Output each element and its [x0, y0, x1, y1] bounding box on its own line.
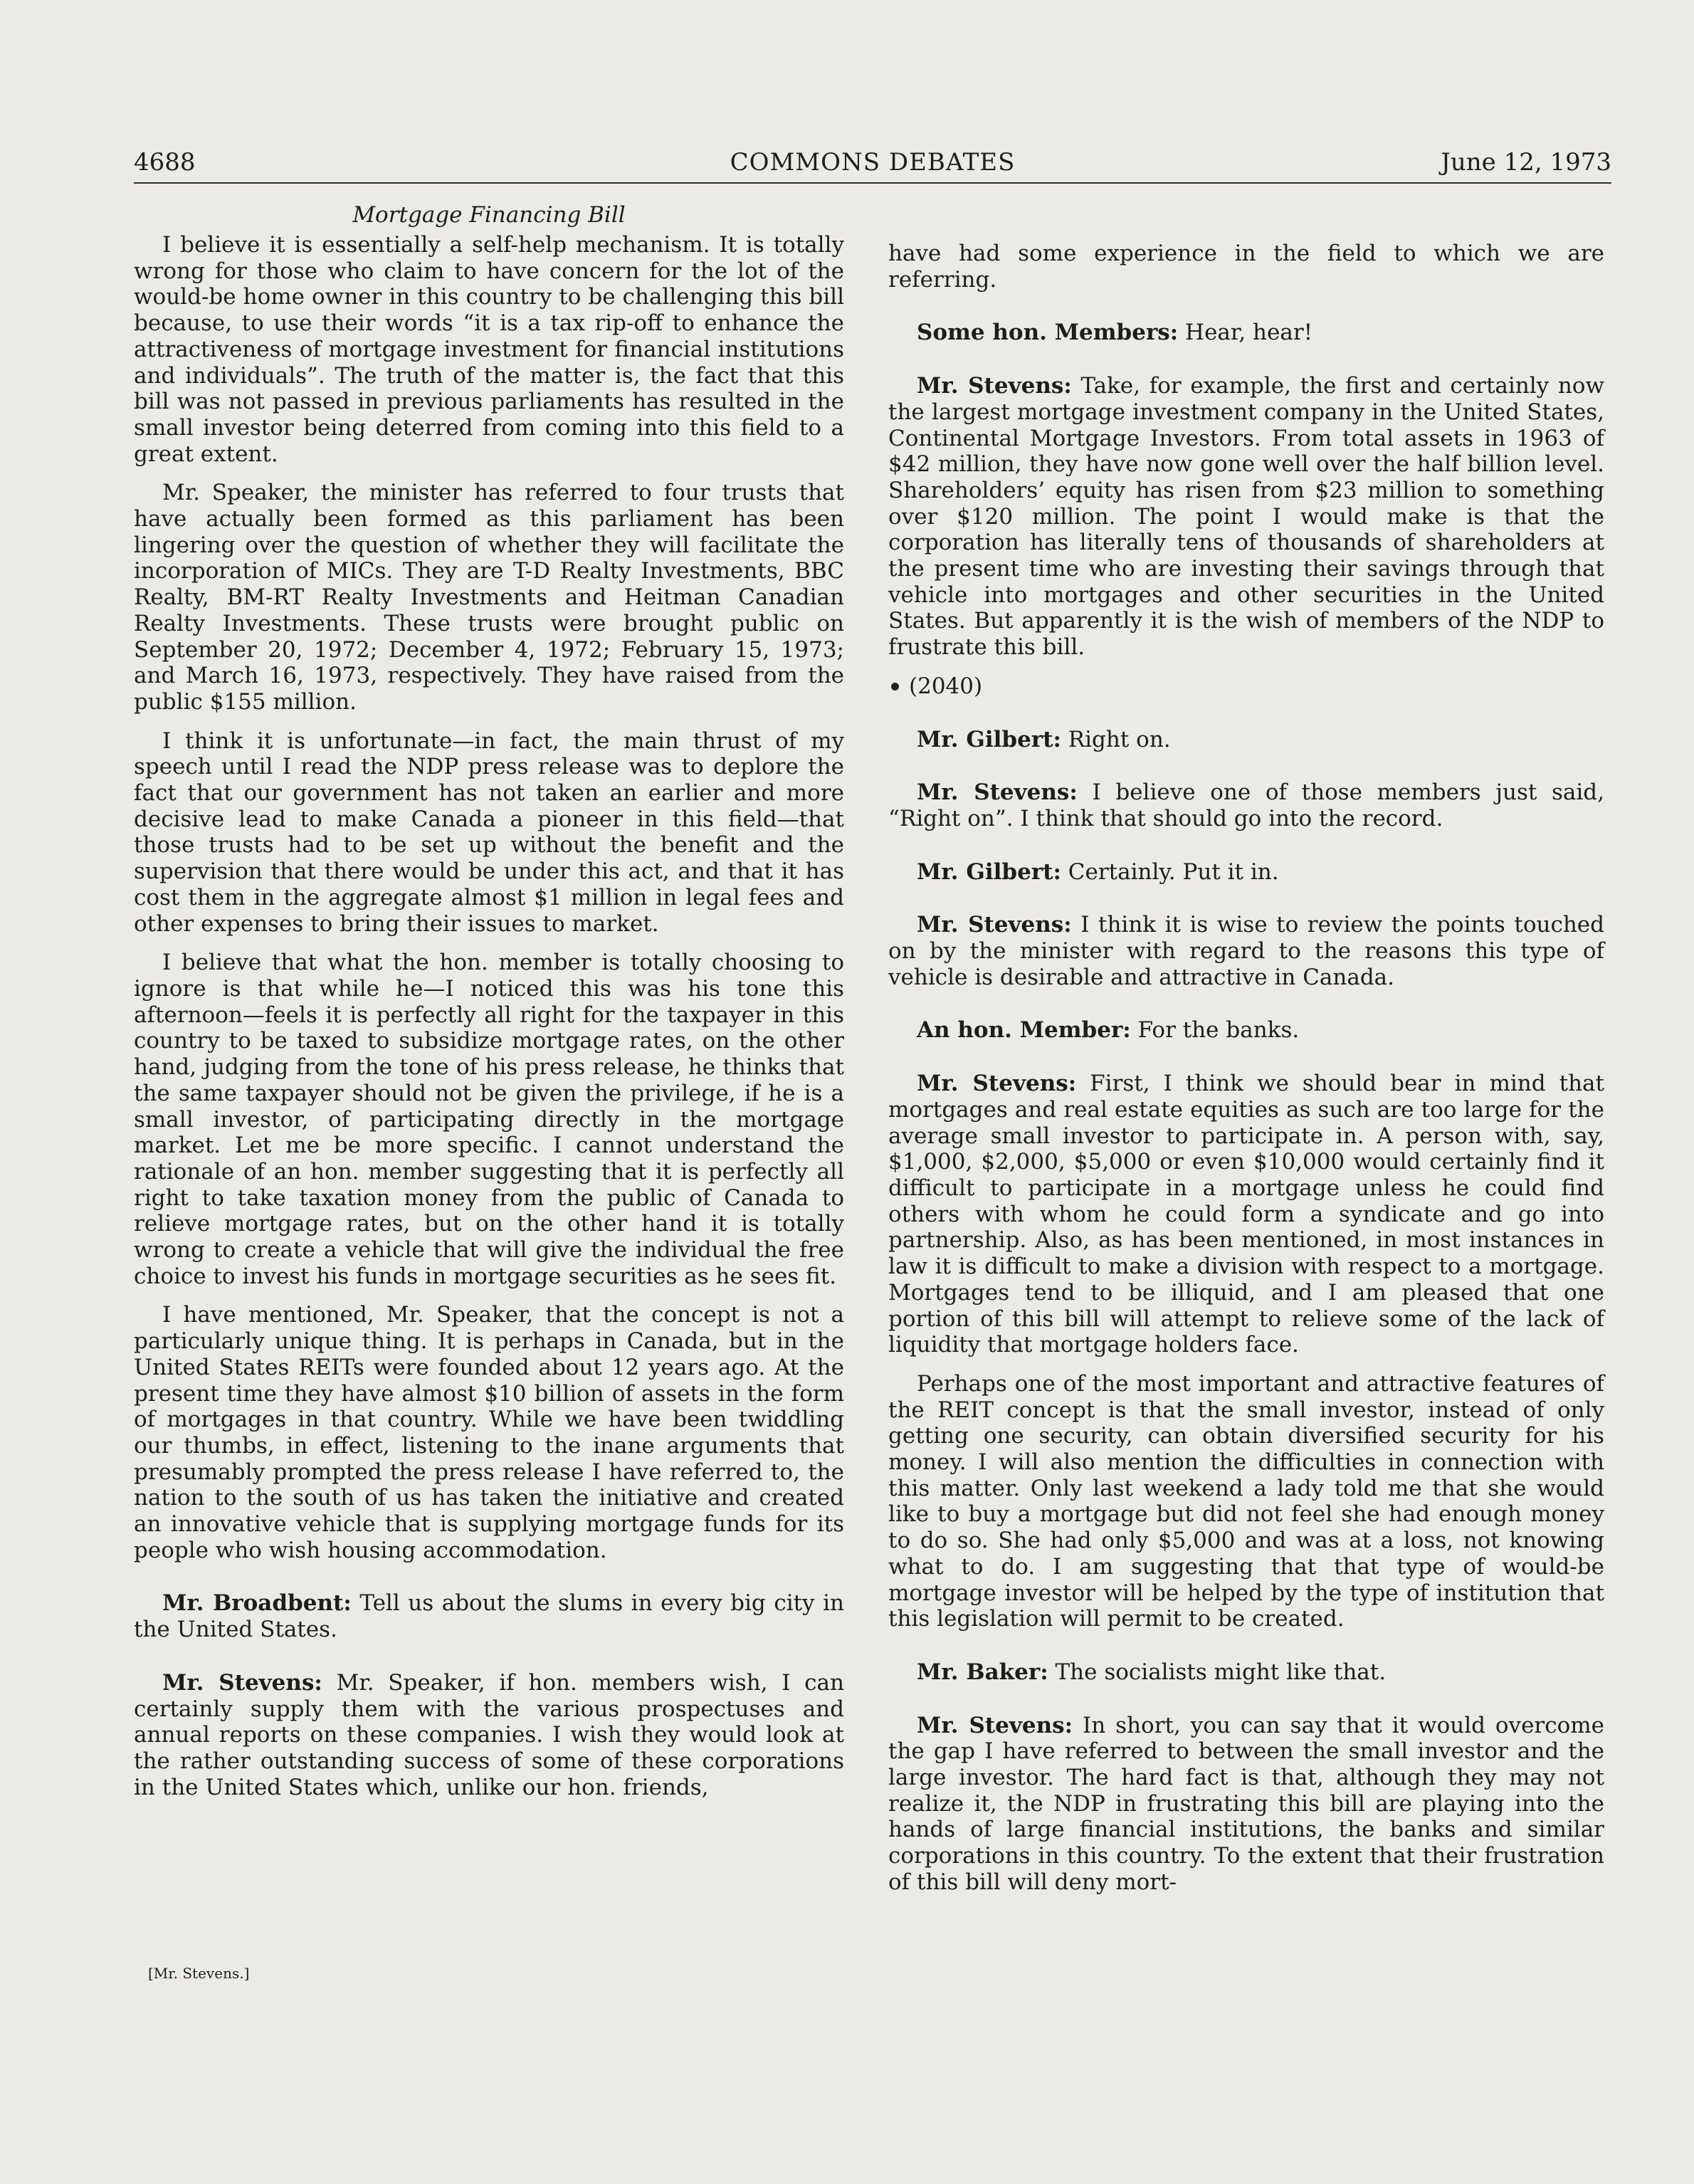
- speech-stevens: [888, 912, 1604, 990]
- speaker-name: An hon. Member:: [917, 1017, 1131, 1044]
- speech-text: I think it is wise to review the points touched on by the minister with regard to the reasons this type of vehicle is desirable and attractive in Canada.: [888, 912, 1604, 990]
- speaker-name: Mr. Broadbent:: [162, 1590, 352, 1617]
- publication-date: June 12, 1973: [1441, 148, 1611, 177]
- speaker-name: Mr. Baker:: [917, 1659, 1048, 1685]
- speaker-reference: [Mr. Stevens.]: [148, 1965, 250, 1982]
- speech-stevens: [888, 1071, 1604, 1358]
- speech-stevens: [888, 373, 1604, 661]
- bullet-icon: [891, 683, 899, 691]
- speech-text: Right on.: [1061, 726, 1171, 752]
- time-marker: [888, 673, 1604, 700]
- speech-some-members: [888, 320, 1604, 346]
- page-number: 4688: [134, 148, 196, 177]
- time-marker-text: (2040): [909, 673, 983, 699]
- paragraph: Perhaps one of the most important and attractive features of the REIT concept is that the small investor, instead of only getting one security, can obtain diversified security for his money. I will also mention the difficulties in connection with this matter. Only last weekend a lady told me that she would like to buy a mortgage but did not feel she had enough money to do so. She had only $5,000 and was at a loss, not knowing what to do. I am suggesting that that type of would-be mortgage investor will be helped by the type of institution that this legislation will permit to be created.: [888, 1370, 1604, 1632]
- speaker-name: Mr. Stevens:: [917, 1712, 1073, 1738]
- speaker-name: Mr. Stevens:: [917, 1071, 1077, 1097]
- speech-stevens: [888, 1713, 1604, 1896]
- speech-text: First, I think we should bear in mind that mortgages and real estate equities as such are too large for the average small investor to participate in. A person with, say, $1,000, $2,000, $5,000 or even $10,000 would certainly find it difficult to participate in a mortgage unless he could find others with whom he could form a syndicate and go into partnership. Also, as has been mentioned, in most instances in law it is difficult to make a division with respect to a mortgage. Mortgages tend to be illiquid, and I am pleased that one portion of this bill will attempt to relieve some of the lack of liquidity that mortgage holders face.: [888, 1071, 1604, 1358]
- speech-text: In short, you can say that it would overcome the gap I have referred to between the small investor and the large investor. The hard fact is that, although they may not realize it, the NDP in frustrating this bill are playing into the hands of large financial institutions, the banks and similar corporations in this country. To the extent that their frustration of this bill will deny mort-: [888, 1712, 1604, 1895]
- speech-baker: [888, 1659, 1604, 1686]
- speaker-name: Mr. Gilbert:: [917, 726, 1061, 752]
- speaker-name: Mr. Stevens:: [917, 373, 1072, 399]
- speaker-name: Mr. Stevens:: [917, 912, 1072, 938]
- paragraph: I have mentioned, Mr. Speaker, that the concept is not a particularly unique thing. It is perhaps in Canada, but in the United States REITs were founded about 12 years ago. At the present time they have almost $10 billion of assets in the form of mortgages in that country. While we have been twiddling our thumbs, in effect, listening to the inane arguments that presumably prompted the press release I have referred to, the nation to the south of us has taken the initiative and created an innovative vehicle that is supplying mortgage funds for its people who wish housing accommodation.: [134, 1302, 844, 1563]
- speech-text: Tell us about the slums in every big city in the United States.: [134, 1590, 845, 1643]
- speech-stevens: [888, 779, 1604, 831]
- section-subhead: Mortgage Financing Bill: [352, 202, 626, 228]
- speech-stevens: [134, 1670, 844, 1801]
- speech-text: Mr. Speaker, if hon. members wish, I can certainly supply them with the various prospectuses and annual reports on these companies. I wish they would look at the rather outstanding success of some of these corporations in the United States which, unlike our hon. friends,: [134, 1669, 844, 1800]
- paragraph: I believe that what the hon. member is totally choosing to ignore is that while he—I noticed this was his tone this afternoon—feels it is perfectly all right for the taxpayer in this country to be taxed to subsidize mortgage rates, on the other hand, judging from the tone of his press release, he thinks that the same taxpayer should not be given the privilege, if he is a small investor, of participating directly in the mortgage market. Let me be more specific. I cannot understand the rationale of an hon. member suggesting that it is perfectly all right to take taxation money from the public of Canada to relieve mortgage rates, but on the other hand it is totally wrong to create a vehicle that will give the individual the free choice to invest his funds in mortgage securities as he sees fit.: [134, 950, 844, 1289]
- publication-title: COMMONS DEBATES: [730, 148, 1016, 177]
- speech-text: The socialists might like that.: [1048, 1659, 1387, 1685]
- paragraph: I believe it is essentially a self-help mechanism. It is totally wrong for those who claim to have concern for the lot of the would-be home owner in this country to be challenging this bill because, to use their words “it is a tax rip-off to enhance the attractiveness of mortgage investment for financial institutions and individuals”. The truth of the matter is, the fact that this bill was not passed in previous parliaments has resulted in the small investor being deterred from coming into this field to a great extent.: [134, 232, 844, 467]
- speech-text: I believe one of those members just said, “Right on”. I think that should go into the record.: [888, 779, 1604, 831]
- speech-hon-member: [888, 1017, 1604, 1044]
- left-column: [134, 202, 844, 1800]
- speaker-name: Mr. Stevens:: [917, 779, 1078, 806]
- speech-text: Take, for example, the first and certainly now the largest mortgage investment company in the United States, Continental Mortgage Investors. From total assets in 1963 of $42 million, they have now gone well over the half billion level. Shareholders’ equity has risen from $23 million to something over $120 million. The point I would make is that the corporation has literally tens of thousands of shareholders at the present time who are investing their savings through that vehicle into mortgages and other securities in the United States. But apparently it is the wish of members of the NDP to frustrate this bill.: [888, 373, 1604, 661]
- speech-gilbert: [888, 859, 1604, 886]
- paragraph-continued: have had some experience in the field to which we are referring.: [888, 241, 1604, 293]
- speaker-name: Some hon. Members:: [917, 320, 1179, 346]
- speaker-name: Mr. Gilbert:: [917, 859, 1061, 885]
- speech-text: For the banks.: [1130, 1017, 1300, 1044]
- speaker-name: Mr. Stevens:: [162, 1669, 322, 1696]
- paragraph: Mr. Speaker, the minister has referred to four trusts that have actually been formed as this parliament has been lingering over the question of whether they will facilitate the incorporation of MICs. They are T-D Realty Investments, BBC Realty, BM-RT Realty Investments and Heitman Canadian Realty Investments. These trusts were brought public on September 20, 1972; December 4, 1972; February 15, 1973; and March 16, 1973, respectively. They have raised from the public $155 million.: [134, 480, 844, 715]
- page-header: [134, 147, 1611, 184]
- speech-gilbert: [888, 727, 1604, 753]
- right-column: [888, 241, 1604, 1896]
- speech-text: Certainly. Put it in.: [1061, 859, 1279, 885]
- paragraph: I think it is unfortunate—in fact, the main thrust of my speech until I read the NDP press release was to deplore the fact that our government has not taken an earlier and more decisive lead to make Canada a pioneer in this field—that those trusts had to be set up without the benefit and the supervision that there would be under this act, and that it has cost them in the aggregate almost $1 million in legal fees and other expenses to bring their issues to market.: [134, 728, 844, 937]
- speech-text: Hear, hear!: [1178, 320, 1313, 346]
- speech-broadbent: [134, 1590, 844, 1642]
